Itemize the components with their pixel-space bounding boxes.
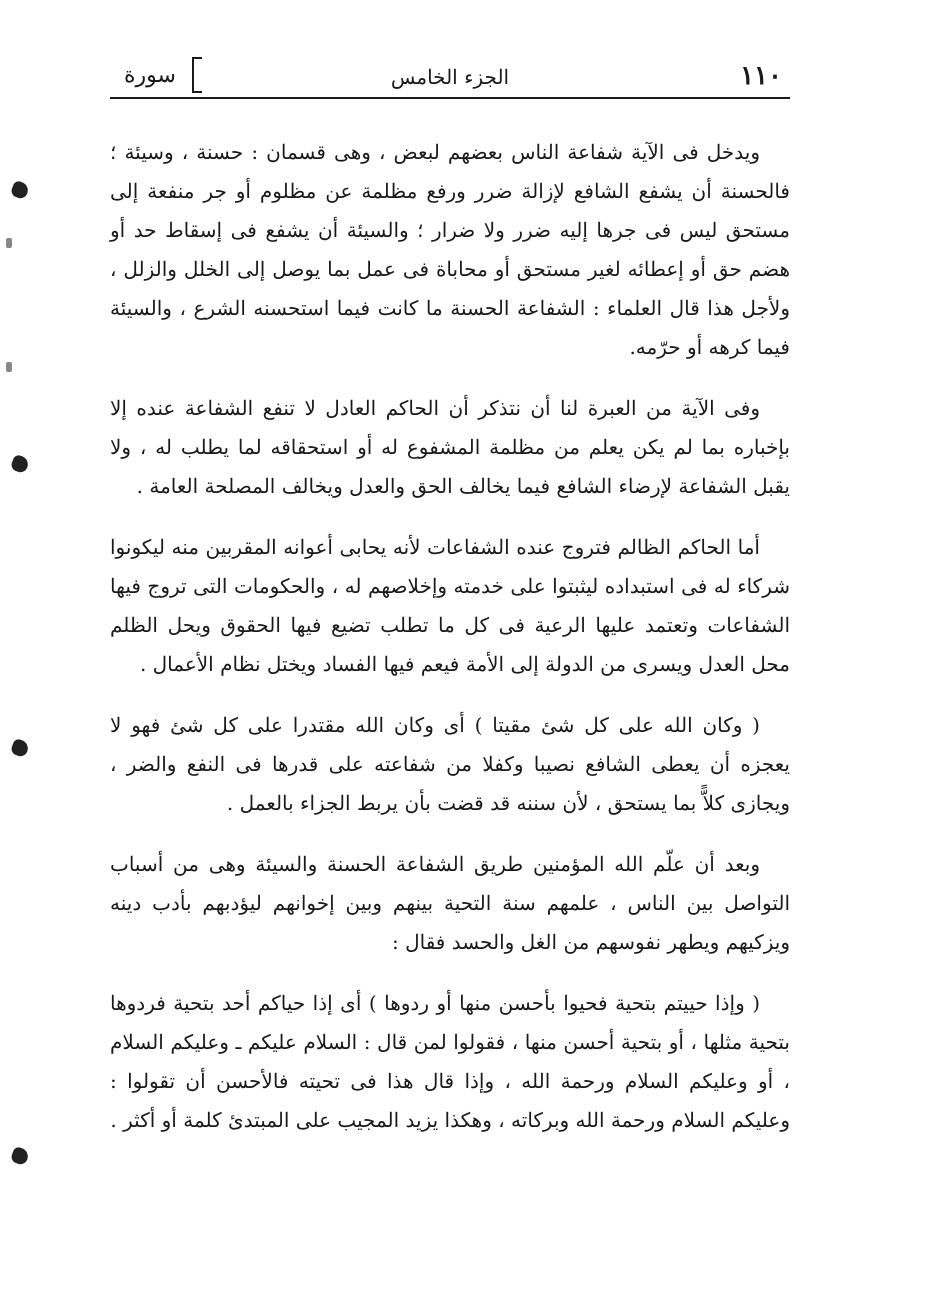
paragraph: ( وإذا حييتم بتحية فحيوا بأحسن منها أو ردوها ) أى إذا حياكم أحد بتحية فردوها بتحية مثلها ، أو بتحية أحسن منها ، فقولوا لمن قال : السلام عليكم ـ وعليكم السلام ، أو وعليكم السلام ورحمة الله ، وإذا قال هذا فى تحيته فالأحسن أن تقولوا : وعليكم السلام ورحمة الله وبركاته ، وهكذا يزيد المجيب على المبتدئ كلمة أو أكثر . <box>110 991 790 1132</box>
paragraph: وبعد أن علّم الله المؤمنين طريق الشفاعة الحسنة والسيئة وهى من أسباب التواصل بين الناس ، علمهم سنة التحية بينهم وبين إخوانهم ليؤدبهم بأدب دينه ويزكيهم ويطهر نفوسهم من الغل والحسد فقال : <box>110 852 790 954</box>
margin-ink-mark <box>10 180 31 201</box>
surah-label: سورة <box>124 63 176 88</box>
paragraph: وفى الآية من العبرة لنا أن نتذكر أن الحاكم العادل لا تنفع الشفاعة عنده إلا بإخباره بما لم يكن يعلم من مظلمة المشفوع له أو استحقاقه لما يطلب له ، ولا يقبل الشفاعة لإرضاء الشافع فيما يخالف الحق والعدل ويخالف المصلحة العامة . <box>110 396 790 498</box>
running-title: الجزء الخامس <box>390 65 510 89</box>
margin-ink-mark <box>6 362 12 372</box>
paragraph: ( وكان الله على كل شئ مقيتا ) أى وكان الله مقتدرا على كل شئ فهو لا يعجزه أن يعطى الشافع نصيبا وكفلا من شفاعته على قدرها فى النفع والضر ، ويجازى كلاًّ بما يستحق ، لأن سننه قد قضت بأن يربط الجزاء بالعمل . <box>110 713 790 815</box>
header-rule <box>110 97 790 99</box>
page-number: ١١٠ <box>740 61 782 91</box>
page-header <box>110 55 790 95</box>
body-text <box>110 133 790 1162</box>
paragraph: أما الحاكم الظالم فتروج عنده الشفاعات لأنه يحابى أعوانه المقربين منه ليكونوا شركاء له فى استبداده ليثبتوا على خدمته وإخلاصهم له ، والحكومات التى تروج فيها الشفاعات وتعتمد عليها الرعية فى كل ما تطلب تضيع فيها الحقوق ويحل الظلم محل العدل ويسرى من الدولة إلى الأمة فيعم فيها الفساد ويختل نظام الأعمال . <box>110 535 790 676</box>
margin-ink-mark <box>10 454 31 475</box>
surah-bracket-icon <box>192 57 202 93</box>
margin-ink-mark <box>10 1146 31 1167</box>
book-page <box>110 55 790 1275</box>
margin-ink-mark <box>6 238 12 248</box>
margin-ink-mark <box>10 738 31 759</box>
paragraph: ويدخل فى الآية شفاعة الناس بعضهم لبعض ، وهى قسمان : حسنة ، وسيئة ؛ فالحسنة أن يشفع الشافع لإزالة ضرر ورفع مظلمة عن مظلوم أو جر منفعة إلى مستحق ليس فى جرها إليه ضرر ولا ضرار ؛ والسيئة أن يشفع فى إسقاط حد أو هضم حق أو إعطائه لغير مستحق أو محاباة فى عمل بما يوصل إلى الخلل والزلل ، ولأجل هذا قال العلماء : الشفاعة الحسنة ما كانت فيما استحسنه الشرع ، والسيئة فيما كرهه أو حرّمه. <box>110 140 790 359</box>
